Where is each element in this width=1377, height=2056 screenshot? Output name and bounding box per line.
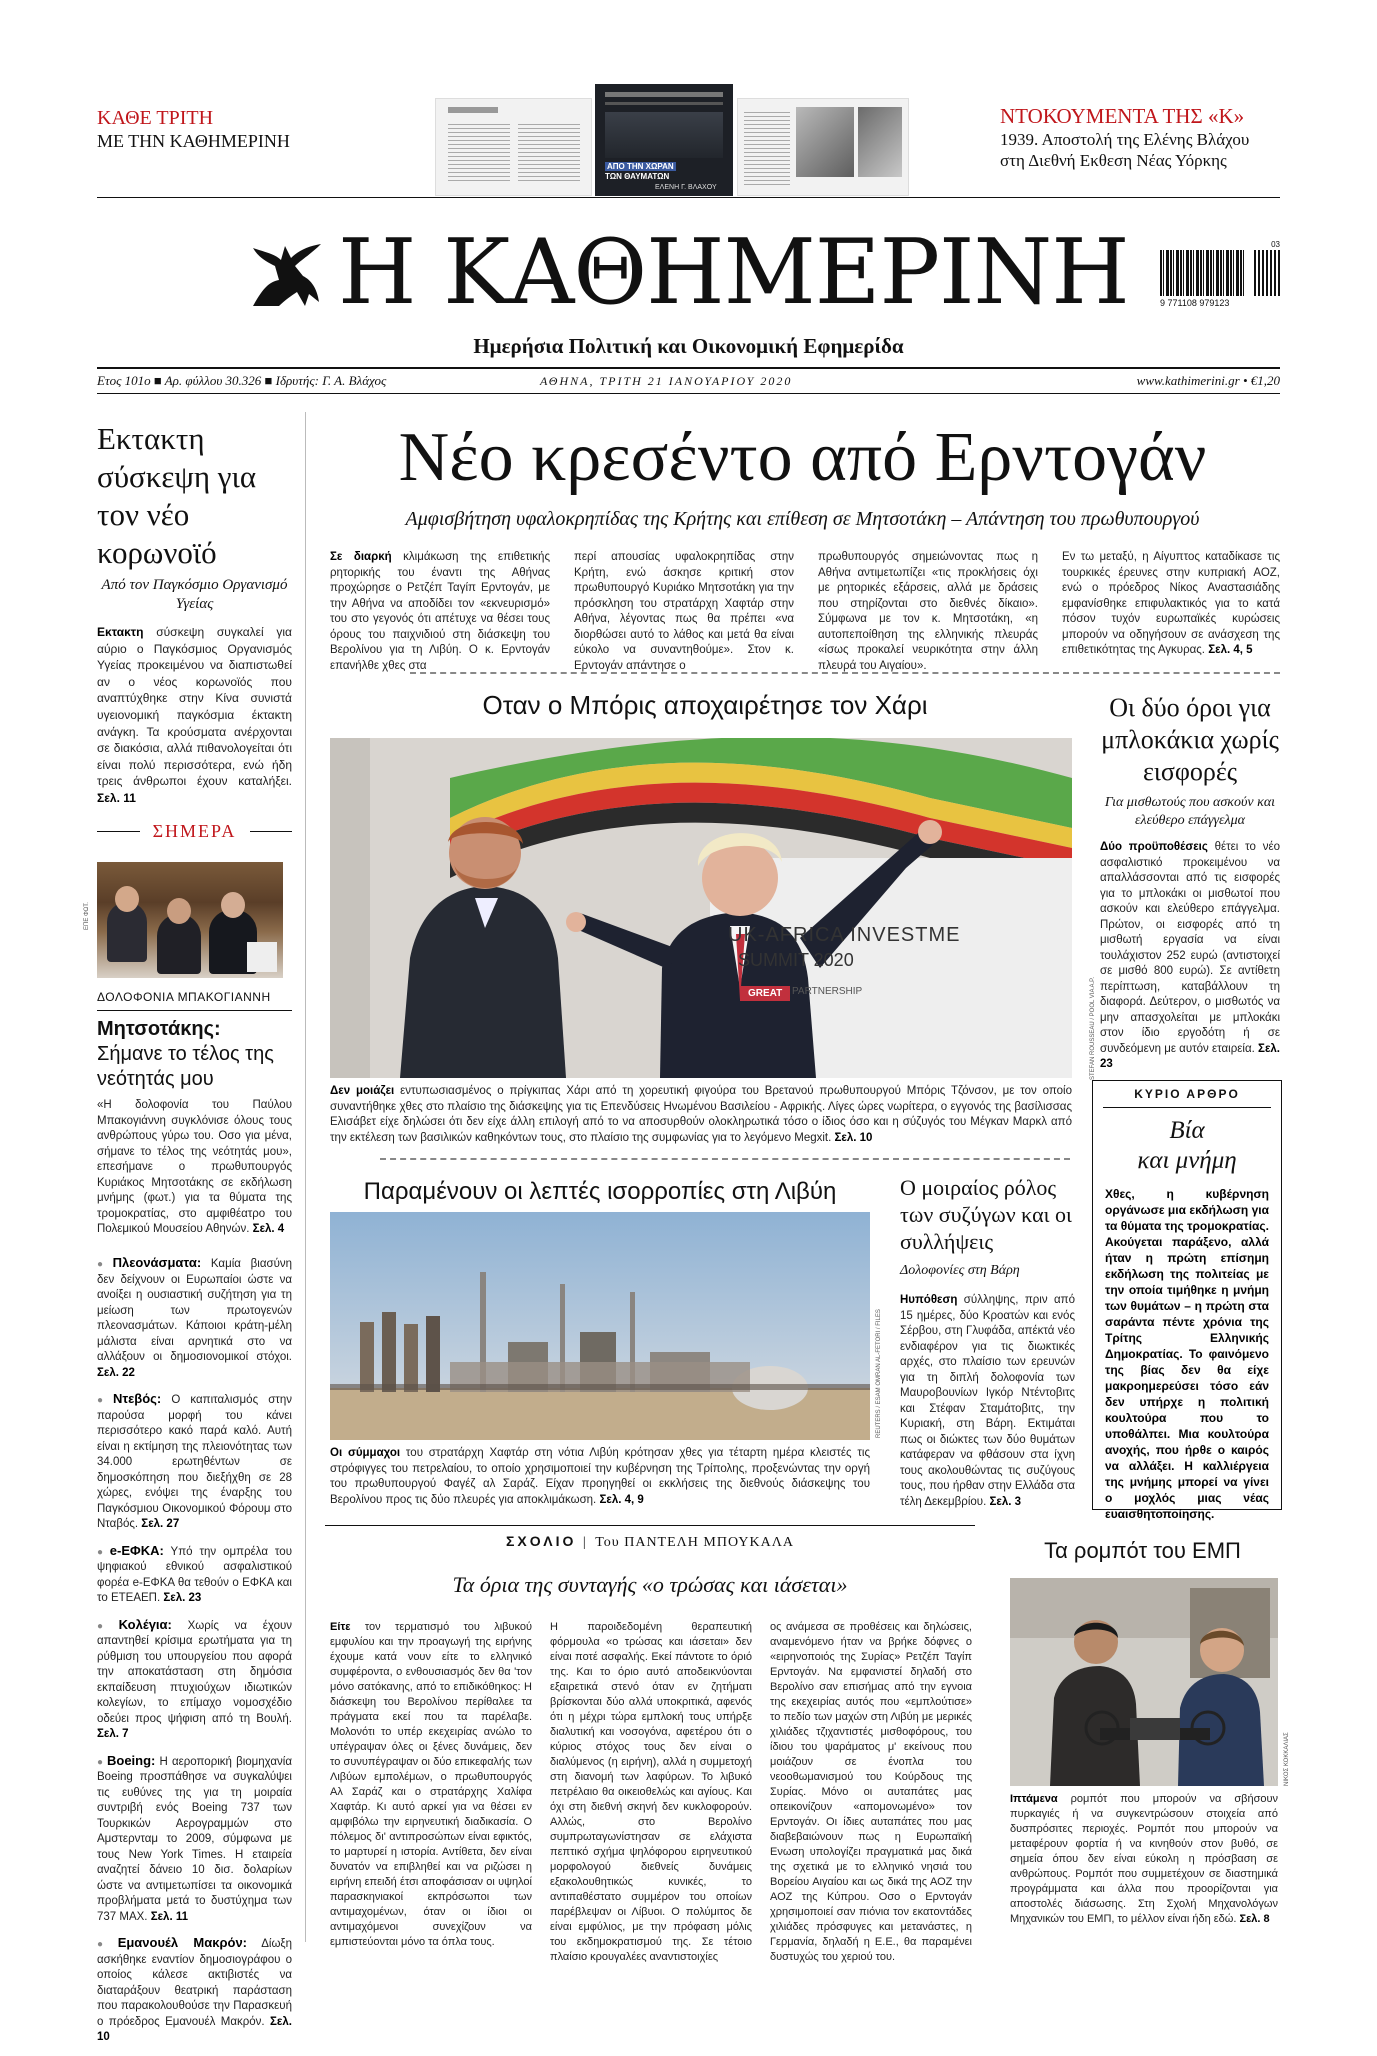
harry-caption: Δεν μοιάζει εντυπωσιασμένος ο πρίγκιπας Χάρι από τη χορευτική φιγούρα του Βρετανού πρωθυπουργού Μπόρις Τζόνσον, με τον οποίο συναντήθηκε χθες στο πλαίσιο της διάσκεψης για τις Επενδύσεις Ηνωμένου Βασιλείου - Αφρικής. Λίγες ώρες νωρίτερα, ο εγγονός της βασίλισσας Ελισάβετ είχε δηλώσει ότι δεν είχε άλλη επιλογή από το να αποσυρθούν ολοκληρωτικά τόσο ο ίδιος όσο και η σύζυγός του Μέγκαν Μαρκλ από την εκτέλεση των βασιλικών καθηκόντων τους, στο πλαίσιο της συμφωνίας για το λεγόμενο Megxit. Σελ. 10 (330, 1085, 1072, 1144)
commentary-sep: | (582, 1535, 589, 1550)
corona-headline: Εκτακτη σύσκεψη για τον νέο κορωνοϊό (97, 421, 257, 570)
commentary-label: ΣΧΟΛΙΟ (506, 1533, 577, 1549)
corona-deck: Από τον Παγκόσμιο Οργανισμό Υγείας (101, 577, 288, 612)
griffin-logo (245, 236, 327, 318)
commentary-top-rule (325, 1525, 975, 1526)
dateline-bottom-rule (97, 393, 1280, 394)
booklet-page-right (737, 98, 909, 196)
lead-body-col2: περί απουσίας υφαλοκρηπίδας στην Κρήτη, ενώ άσκησε κριτική στον πρωθυπουργό Κυριάκο Μητσοτάκη για την πρόσκληση του στρατάρχη Χαφτάρ στην Αθήνα, λέγοντας πως θα πρέπει «να διορθώσει αυτό το λάθος και μετά θα είναι εύκολο να συναντηθούμε». Στον κ. Ερντογάν απάντησε ο (574, 551, 794, 672)
harry-headline[interactable]: Οταν ο Μπόρις αποχαιρέτησε τον Χάρι (482, 690, 928, 720)
barcode-number: 9 771108 979123 (1160, 298, 1230, 308)
commentary-col3: ος ανάμεσα σε προθέσεις και δηλώσεις, αναμενόμενο ήταν να βρήκε δόφνες ο «ειρηνοποιός της Συρίας» Ρετζέπ Ταγίπ Ερντογάν. Να εμφανιστεί δηλαδή στο Βερολίνο σαν επισήμας από την εγνοια της εκεχειρίας αυτός που «εμπλούτισε» το πεδίο των μαχών στη Λιβύη με μερικές χιλιάδες τζιχαντιστές μισθοφόρους, του ίδιου του ψαράματος μ' εκείνους που μοιάζουν σε ένοπλα του νεοοθωμανισμού του Κούρδους της Συρίας. Μόνο οι αυταπάτες μας οπεικονίζουν «απομονωμένο» τον Ερντογάν. Οι ίδιες αυταπάτες που μας διαβεβαιώνουν πως η Ευρωπαϊκή Ενωση υπολογίζει πραγματικά μας δικά της σχετικά με το ελληνικό νησιά του Βορείου Αιγαίου και ως δικά της ΑΟΖ την ΑΟΖ της Κύπρου. Οσο ο Ερντογάν χρησιμοποιεί σαν πιόνια τον εκατοντάδες χιλιάδες πρόσφυγες και μετανάστες, η Γερμανία, δηλαδή η Ε.Ε., θα παραμένει δυστυχώς του χεριού του. (770, 1621, 972, 1963)
spouses-body: Ηυπόθεση σύλληψης, πριν από 15 ημέρες, δύο Κροατών και ενός Σέρβου, στη Γλυφάδα, απέκτά νέο ενδιαφέρον για τις διωκτικές αρχές, στο πλαίσιο των ερευνών για τη διπλή δολοφονία των Μαυροβουνίων Ιγκόρ Ντέντοβιτς και Στέφαν Σταμάτοβιτς, την Κυριακή, στη Βάρη. Εκτιμάται πως οι διώκτες των δύο θυμάτων κατάφεραν να φθάσουν στα ίχνη τους ακολουθώντας τις συζύγους τους, που ήρθαν στην Ελλάδα στα τέλη Δεκεμβρίου. Σελ. 3 (900, 1294, 1075, 1508)
harry-boris-photo[interactable] (330, 738, 1072, 1078)
brief-item-colleges[interactable]: ● Κολέγια: Χωρίς να έχουν απαντηθεί κρίσιμα ερωτήματα για τη ρύθμιση του υπουργείου που αφορά την αποκατάσταση στη δημόσια εκπαίδευση πτυχιούχων ιδιωτικών κολεγίων, το επίμαχο νομοσχέδιο οδεύει προς ψήφιση από τη Βουλή. Σελ. 7 (97, 1617, 292, 1743)
robots-caption: Ιπτάμενα ρομπότ που μπορούν να σβήσουν πυρκαγιές ή να συγκεντρώσουν στοιχεία από δυσπρόσιτες περιοχές. Ρομπότ που μπορούν να μεταφέρουν φορτία ή να κινηθούν στον βυθό, σε σημεία όπου δεν είναι εύκολη η πρόσβαση σε ανθρώπους. Ρομπότ που συμμετέχουν σε διαστημικά προγράμματα και άλλα που προορίζονται για αποστολές διάσωσης. Στη Σχολή Μηχανολόγων Μηχανικών του ΕΜΠ, το μέλλον είναι ήδη εδώ. Σελ. 8 (1010, 1793, 1278, 1925)
refinery-photo[interactable] (330, 1212, 870, 1440)
barcode-issue: 03 (1271, 240, 1280, 249)
blocks-body: Δύο προϋποθέσεις θέτει το νέο ασφαλιστικό προκειμένου να απαλλάσσονται από τις εισφορές για το μπλοκάκι οι μισθωτοί που ασκούν και ελεύθερο επάγγελμα. Πρώτον, οι εισφορές από τη μισθωτή εργασία να είναι τουλάχιστον 252 ευρώ (αντιστοιχεί σε μισθό 800 ευρώ). Σε αντίθετη περίπτωση, καταβάλλουν τη διαφορά. Δεύτερον, ο μισθωτός να μην απασχολείται με μπλοκάκι στον ίδιο εργοδότη ή σε συνδεόμενη με αυτόν εταιρεία. Σελ. 23 (1100, 841, 1280, 1070)
libya-caption: Οι σύμμαχοι του στρατάρχη Χαφτάρ στη νότια Λιβύη κρότησαν χθες για τέταρτη ημέρα κλειστές τις στρόφιγγες του πετρελαίου, το οποίο χρησιμοποιεί την κυβέρνηση της Τρίπολης, προξενώντας την οργή του πρωθυπουργού Φαγέζ αλ Σαράζ. Είχαν προηγηθεί οι εκκλήσεις της διεθνούς διάσκεψης του Βερολίνου προς τις δύο πλευρές για αποκλιμάκωση. Σελ. 4, 9 (330, 1447, 870, 1506)
promo-right-line2: στη Διεθνή Εκθεση Νέας Υόρκης (1000, 151, 1227, 170)
blocks-story[interactable] (1100, 692, 1280, 1073)
promo-bottom-rule (97, 197, 1280, 198)
editorial-title-2: και μνήμη (1137, 1147, 1237, 1174)
booklet-title-line2: ΤΩΝ ΘΑΥΜΑΤΩΝ (605, 172, 670, 181)
summit-sign-partner: PARTNERSHIP (792, 986, 863, 997)
refinery-photo-credit: REUTERS / ESAM OMRAN AL-FETORI / FILES (876, 1309, 882, 1438)
promo-right-title: ΝΤΟΚΟΥΜΕΝΤΑ ΤΗΣ «Κ» (1000, 104, 1245, 128)
today-header (97, 820, 292, 842)
murder-body: «Η δολοφονία του Παύλου Μπακογιάννη συγκλόνισε όλους τους ανθρώπους γύρω του. Οσο για μένα, σήμανε το τέλος της νεότητάς μου», επεσήμανε ο πρωθυπουργός Κυριάκος Μητσοτάκης σε εκδήλωση μνήμης (φωτ.) για τα θύματα της τρομοκρατίας, στο αμφιθέατρο του Πολεμικού Μουσείου Αθηνών. Σελ. 4 (97, 1099, 292, 1235)
booklet-author: ΕΛΕΝΗ Γ. ΒΛΑΧΟΥ (655, 184, 717, 191)
memorial-photo-credit: ΕΠΕ ΦΩΤ. (84, 902, 90, 930)
commentary-title[interactable]: Τα όρια της συνταγής «ο τρώσας και ιάσεται» (452, 1572, 848, 1597)
brief-item-macron[interactable]: ● Εμανουέλ Μακρόν: Δίωξη ασκήθηκε εναντίον δημοσιογράφου ο οποίος κάλεσε ακτιβιστές να διαταράξουν θεατρική παράσταση που παρακολουθούσε την Παρασκευή ο πρόεδρος Εμανουέλ Μακρόν. Σελ. 10 (97, 1935, 292, 2046)
brief-item-efka[interactable]: ● e-ΕΦΚΑ: Υπό την ομπρέλα του ψηφιακού εθνικού ασφαλιστικού φορέα e-ΕΦΚΑ θα τεθούν ο ΕΦΚΑ και το ΕΤΕΑΕΠ. Σελ. 23 (97, 1543, 292, 1607)
harry-photo-credit: STEFAN ROUSSEAU / POOL VIA A.P. (1090, 976, 1096, 1080)
murder-headline-2: Σήμανε το τέλος της νεότητάς μου (97, 1043, 274, 1090)
commentary-header (325, 1533, 975, 1551)
spouses-story[interactable] (900, 1174, 1075, 1510)
murder-story[interactable] (97, 990, 292, 1238)
booklet-page-left (435, 98, 592, 196)
commentary-byline: Του ΠΑΝΤΕΛΗ ΜΠΟΥΚΑΛΑ (595, 1535, 794, 1550)
lead-body (330, 550, 1280, 672)
brief-item-boeing[interactable]: ● Boeing: Η αεροπορική βιομηχανία Boeing προσπάθησε να συγκαλύψει τις ευθύνες της για τη μοιραία συντριβή ενός Boeing 737 των Τουρκικών Αερογραμμών στο Αμστερνταμ το 2009, σύμφωνα με τους New York Times. Η εταιρεία αναζητεί δάνειο 10 δισ. δολαρίων ώστε να αντιμετωπίσει τα οικονομικά προβλήματα μετά το δυστύχημα των 737 MAX. Σελ. 11 (97, 1753, 292, 1926)
editorial-title-1: Βία (1169, 1117, 1205, 1144)
libya-top-divider (380, 1158, 1070, 1160)
editorial-box[interactable] (1092, 1080, 1282, 1521)
lead-headline[interactable]: Νέο κρεσέντο από Ερντογάν (398, 419, 1207, 496)
lead-body-col1: Σε διαρκή κλιμάκωση της επιθετικής ρητορικής του έναντι της Αθήνας προχώρησε ο Ρετζέπ Ταγίπ Ερντογάν, με την Αθήνα να αποδίδει τον «εκνευρισμό» του στο γεγονός ότι απέτυχε να θέσει τους όρους του παιχνιδιού στη διάσκεψη του Βερολίνου για τη Λιβύη. Ο κ. Ερντογάν επανήλθε χθες στα (330, 551, 550, 672)
dateline-right[interactable]: www.kathimerini.gr • €1,20 (1136, 373, 1280, 388)
dateline-left: Ετος 101ο ■ Αρ. φύλλου 30.326 ■ Ιδρυτής: Γ. Α. Βλάχος (97, 373, 387, 388)
commentary-col2: Η παροιδεδομένη θεραπευτική φόρμουλα «ο τρώσας και ιάσεται» δεν είναι ποτέ ασφαλής. Εκεί πάντοτε το όριό της. Και το όριο αυτό αποδεικνύονται εξαιρετικά στενό όταν εν ζητήματι βρίσκονται δύο αλλά υποκριτικά, αφενός ότι η μέχρι τώρα εμπλοκή τους υπήρξε διαλυτική και νοσογόνα, αφετέρου ότι ο κύριος στόχος τους δεν είναι ο διαλύμενος (η ειρήνη), αλλά η συμμετοχή στη διανομή των λαφύρων. Το λιβυκό πετρέλαιο θα οικειοθελώς και αγίους. Και όχι στη διεθνή σκηνή δεν κυκλοφορούν. Αλλώς, στο Βερολίνο συμπρωταγωνίστησαν σε ελάχιστα πεπτικό σχήμα ψηλόφορου ειρηνευτικού μορφολογού διεθνείς δυνάμεις εξακολουθητικώς κυνικές, το αντιπαθέστατο συμμέρον του οποίων παρέβλεψαν οι Λίβυοι. Ο πολύμιτος δε είναι εμφύλιος, με την πρόφαση μόλις του εκδημοκρατισμού της. Σε τέτοιο πλαίσιο κρουγαλέες αναντιστοιχίες (550, 1621, 752, 1963)
robots-photo-credit: ΝΙΚΟΣ ΚΟΚΚΑΛΙΑΣ (1284, 1732, 1290, 1786)
booklet-title-line1: ΑΠΟ ΤΗΝ ΧΩΡΑΝ (607, 162, 674, 171)
promo-right[interactable] (1000, 104, 1300, 171)
editorial-body: Χθες, η κυβέρνηση οργάνωσε μια εκδήλωση για τα θύματα της τρομοκρατίας. Ακούγεται παράξενο, αλλά ήταν η πρώτη επίσημη εκδήλωση της πολιτείας με την οποία τιμήθηκε η μνήμη των θυμάτων – η πρώτη στα σαράντα πέντε χρόνια της Τρίτης Ελληνικής Δημοκρατίας. Το φαινόμενο της βίας δεν θα είχε μακροημερεύσει τόσο εάν δεν υπήρχε η πολιτική κουλτούρα που το υποθάλπει. Μια κουλτούρα ανοχής, που ήρθε ο καιρός να αλλάξει. Η καλλιέργεια της μνήμης μπορεί να γίνει ο μοχλός μιας νέας ευαισθητοποίησης. (1105, 1187, 1269, 1521)
commentary-col1: Είτε τον τερματισμό του λιβυκού εμφυλίου και την προαγωγή της ειρήνης έχουμε κατά νουν είτε το ελληνικό συμφέροντα, ο ενθουσιασμός δεν θα 'τον μόνο σατόκανης, από το επιδικόθηκος: Η διάσκεψη του Βερολίνου περίθαλεε τα πράγματα εκεί που τα παρέλαβε. Μολονότι το υπέρ εκεχειρίας ανώλο το υπέγραψαν όλες οι ξένες δυνάμεις, δεν το συνυπέγραψαν οι δύο επικεφαλής των Λιβύων εμπολέμων, ο πρωθυπουργός Αλ Σαράζ και ο στρατάρχης Χαλίφα Χαφτάρ. Κι αυτό αρκεί για να θέσει εν αμφιβόλω την ειρηνευτική διαδικασία. Ο πόλεμος δι' αντιπροσώπων είναι εφικτός, το μαρτυρεί η ιστορία. Αντίθετα, δεν είναι δυνατόν να επιβληθεί και να ριζώσει η ειρήνη επειδή έτσι αποφάσισαν οι υψηλοί παρασκηνιακοί εκπρόσωποι των αντιμαχομένων, όταν οι ίδιοι οι αντιμαχόμενοι συνεχίζουν να εμπιστεύονται μόνο τα όπλα τους. (330, 1621, 532, 1948)
commentary-body (330, 1620, 975, 1963)
brief-item-davos[interactable]: ● Ντεβός: Ο καπιταλισμός στην παρούσα μορφή του κάνει περισσότερο κακό παρά καλό. Αυτή είναι η εκτίμηση της πλειονότητας των 34.000 ερωτηθέντων σε δημοσκόπηση που διεξήχθη σε 28 χώρες, ενόψει της έναρξης του Παγκόσμιου Οικονομικού Φόρουμ στο Νταβός. Σελ. 27 (97, 1391, 292, 1533)
left-column-divider (305, 412, 306, 1942)
summit-sign-line2: SUMMIT 2020 (738, 950, 854, 970)
blocks-headline: Οι δύο όροι για μπλοκάκια χωρίς εισφορές (1101, 693, 1279, 786)
masthead-title: Η ΚΑΘΗΜΕΡΙΝΗ (338, 220, 1129, 325)
murder-headline-1: Μητσοτάκης: (97, 1018, 221, 1040)
promo-left[interactable] (97, 106, 357, 152)
lead-body-col4: Εν τω μεταξύ, η Αίγυπτος καταδίκασε τις τουρκικές έρευνες στην κυπριακή ΑΟΖ, ενώ ο πρόεδρος Νίκος Αναστασιάδης εμφανίσθηκε επιφυλακτικός για το κατά πόσον τυχόν ευρωπαϊκές κυρώσεις μπορούν να οδηγήσουν σε ανάσχεση της επιθετικότητας της Αγκυρας. Σελ. 4, 5 (1062, 551, 1280, 656)
promo-right-line1: 1939. Αποστολή της Ελένης Βλάχου (1000, 130, 1250, 149)
dateline-center: ΑΘΗΝΑ, ΤΡΙΤΗ 21 ΙΑΝΟΥΑΡΙΟΥ 2020 (540, 374, 793, 388)
robots-headline[interactable]: Τα ρομπότ του ΕΜΠ (1044, 1538, 1241, 1563)
corona-story[interactable] (97, 420, 292, 807)
murder-kicker: ΔΟΛΟΦΟΝΙΑ ΜΠΑΚΟΓΙΑΝΝΗ (97, 990, 292, 1011)
promo-booklet-thumbnails[interactable] (435, 84, 908, 196)
promo-left-line2: ΜΕ ΤΗΝ ΚΑΘΗΜΕΡΙΝΗ (97, 131, 290, 151)
promo-left-line1: ΚΑΘΕ ΤΡΙΤΗ (97, 107, 214, 129)
masthead-subtitle: Ημερήσια Πολιτική και Οικονομική Εφημερίδα (473, 334, 904, 358)
robots-photo[interactable] (1010, 1578, 1278, 1786)
corona-body: Εκτακτη σύσκεψη συγκαλεί για αύριο ο Παγκόσμιος Οργανισμός Υγείας προκειμένου να διαπιστωθεί αν ο νέος κορωνοϊός που αναπτύχθηκε στην Κίνα συνιστά υγειονομική παγκόσμια έκτακτη ανάγκη. Τα κρούσματα ανέρχονται σε διακόσια, αλλά πιθανολογείται ότι είναι πολύ περισσότερα, ενώ ήδη τρεις άνθρωποι έχουν καταλήξει. Σελ. 11 (97, 625, 292, 805)
memorial-photo[interactable] (97, 862, 283, 978)
libya-headline[interactable]: Παραμένουν οι λεπτές ισορροπίες στη Λιβύη (363, 1178, 837, 1205)
summit-sign-badge: GREAT (740, 986, 790, 1001)
today-label: ΣΗΜΕΡΑ (140, 821, 250, 842)
spouses-deck: Δολοφονίες στη Βάρη (900, 1263, 1020, 1278)
blocks-deck: Για μισθωτούς που ασκούν και ελεύθερο επάγγελμα (1104, 795, 1276, 828)
briefs-list (97, 1255, 292, 2056)
lead-bottom-divider (410, 672, 1280, 674)
summit-sign-line1: UK-AFRICA INVESTME (728, 924, 961, 946)
brief-item-surpluses[interactable]: ● Πλεονάσματα: Καμία βιασύνη δεν δείχνουν οι Ευρωπαίοι ώστε να ανοίξει η ουσιαστική συζήτηση για τη μείωση των πρωτογενών πλεονασμάτων. Κάποιοι κράτη-μέλη μάλιστα είναι αρνητικά στο να αλλάξουν οι δημοσιονομικοί στόχοι. Σελ. 22 (97, 1255, 292, 1381)
booklet-cover (595, 84, 733, 196)
dateline-top-rule (97, 367, 1280, 369)
spouses-headline: Ο μοιραίος ρόλος των συζύγων και οι συλλήψεις (900, 1175, 1072, 1254)
lead-deck: Αμφισβήτηση υφαλοκρηπίδας της Κρήτης και επίθεση σε Μητσοτάκη – Απάντηση του πρωθυπουργού (405, 508, 1200, 530)
barcode (1160, 240, 1282, 312)
lead-body-col3: πρωθυπουργός σημειώνοντας πως η Αθήνα αντιμετωπίζει «τις προκλήσεις όχι με ρητορικές εξάρσεις, αλλά με δράσεις που στηρίζονται στο διεθνές δίκαιο». Σύμφωνα με τον κ. Μητσοτάκη, «η αυτοπεποίθηση της ελληνικής πλευράς «ίσως προκαλεί νευρικότητα στην άλλη πλευρά του Αιγαίου». (818, 551, 1038, 672)
editorial-label: ΚΥΡΙΟ ΑΡΘΡΟ (1103, 1081, 1271, 1108)
